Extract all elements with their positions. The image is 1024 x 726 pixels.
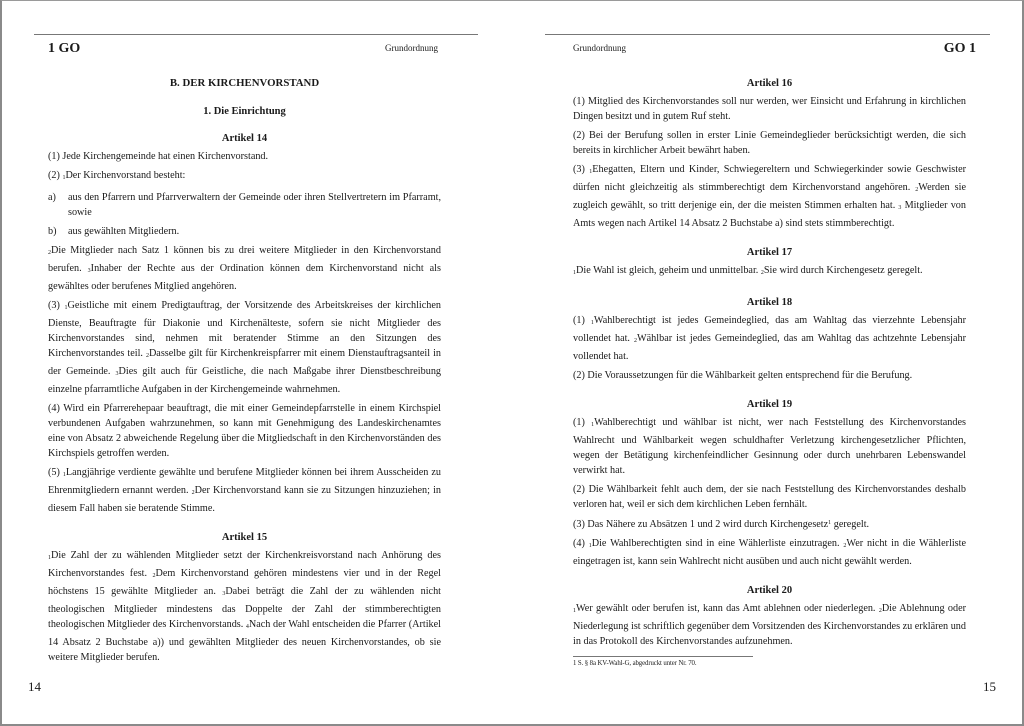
header-title: Grundordnung: [385, 43, 438, 53]
sentence: Wer gewählt oder berufen ist, kann das Amt ablehnen oder niederlegen.: [576, 603, 879, 614]
left-page: [28, 0, 478, 726]
article-title: Artikel 19: [746, 399, 793, 410]
paragraph: [573, 263, 966, 281]
article-18: [573, 295, 966, 383]
sentence-number: 1: [591, 422, 595, 428]
list-item: [48, 224, 441, 239]
paragraph: [573, 516, 966, 532]
article-title: Artikel 17: [746, 247, 793, 258]
sentence: Wer nicht in die Wählerliste eingetragen ist, kann sein Wahlrecht nicht ausüben und auch nicht gewählt werden.: [573, 538, 966, 567]
sentence-number: 2: [191, 490, 195, 496]
header-code: GO 1: [943, 41, 976, 56]
article-title: Artikel 18: [746, 297, 793, 308]
paragraph: [573, 162, 966, 231]
section-title: B. DER KIRCHENVORSTAND: [169, 77, 320, 89]
article-15: [48, 530, 441, 665]
article-title: Artikel 14: [221, 133, 268, 144]
sentence-number: 2: [634, 338, 638, 344]
sentence-number: 2: [915, 187, 919, 193]
list-label: b): [48, 226, 57, 237]
sentence-number: 1: [48, 555, 51, 561]
right-page-content: [573, 76, 966, 653]
list-label: a): [48, 192, 56, 203]
paragraph-text: geregelt.: [831, 519, 870, 530]
sentence-number: 1: [573, 270, 576, 276]
sentence-number: 3: [115, 371, 119, 377]
article-title: Artikel 20: [746, 585, 793, 596]
footnote: 1 S. § 8a KV-Wahl-G, abgedruckt unter Nr. 70.: [573, 660, 697, 667]
sentence-number: 2: [152, 573, 156, 579]
paragraph: (2) Die Voraussetzungen für die Wählbarkeit gelten entsprechend für die Berufung.: [573, 370, 913, 381]
paragraph-number: (4): [573, 538, 589, 549]
sentence-number: 1: [62, 175, 66, 181]
paragraph-number: (1): [573, 315, 591, 326]
sentence-number: 1: [64, 305, 68, 311]
paragraph: [573, 415, 966, 478]
sentence: Dasselbe gilt für Kirchenkreispfarrer mit einem Dienstauftragsanteil in der Gemeinde.: [48, 348, 441, 377]
sentence-number: 1: [590, 320, 594, 326]
paragraph: [573, 536, 966, 569]
sentence: Dabei beträgt die Zahl der zu wählenden nicht theologischen Mitglieder mindestens das Doppelte der Zahl der stimmberechtigten theologischen Mitglieder des Kirchenvorstands.: [48, 586, 441, 630]
sentence-number: 1: [573, 608, 576, 614]
sentence: Ehegatten, Eltern und Kinder, Schwiegereltern und Schwiegerkinder sowie Geschwister dürfen nicht gleichzeitig als stimmberechtigt dem Kirchenvorstand angehören.: [573, 164, 966, 193]
sentence: Dies gilt auch für Geistliche, die nach Maßgabe ihrer Dienstbeschreibung einzelne pfarramtliche Aufgaben in der Kirchengemeinde wahrnehmen.: [48, 366, 442, 395]
article-20: [573, 583, 966, 649]
sentence-number: 2: [878, 608, 882, 614]
paragraph: [573, 313, 966, 364]
sentence: Die Zahl der zu wählenden Mitglieder setzt der Kirchenkreisvorstand nach Anhörung des Kirchenvorstandes fest.: [48, 550, 441, 579]
sentence-number: 3: [87, 268, 91, 274]
header-rule: [34, 34, 478, 35]
sentence: Die Wahlberechtigten sind in eine Wählerliste einzutragen.: [591, 538, 844, 549]
paragraph: [573, 601, 966, 649]
sentence-number: 1: [588, 543, 592, 549]
paragraph: [48, 548, 441, 665]
paragraph: [48, 298, 441, 397]
sentence-number: 4: [245, 624, 249, 630]
paragraph: [48, 465, 441, 516]
sentence-number: 2: [145, 353, 149, 359]
sentence: Sie wird durch Kirchengesetz geregelt.: [763, 265, 923, 276]
list-item: [48, 190, 441, 220]
sentence: Mitglieder von Amts wegen nach Artikel 14 Absatz 2 Buchstabe a) sind stets stimmberechtigt.: [573, 200, 966, 229]
sentence: Werden sie zugleich gewählt, so tritt derjenige ein, der die meisten Stimmen erhalten hat.: [573, 182, 966, 211]
footnote-rule: [573, 656, 753, 657]
paragraph-number: (3): [48, 300, 65, 311]
sentence-number: 3: [898, 205, 902, 211]
paragraph: [48, 243, 441, 294]
sentence: Die Ablehnung oder Niederlegung ist schriftlich gegenüber dem Vorsitzenden des Kirchenvorstandes zu erklären und in das Protokoll des Kirchenvorstandes aufzunehmen.: [573, 603, 966, 647]
header-title: Grundordnung: [573, 43, 626, 53]
page-number: 14: [28, 679, 41, 694]
article-19: [573, 397, 966, 569]
page-number: 15: [983, 679, 996, 694]
subsection-title: 1. Die Einrichtung: [203, 106, 286, 117]
sentence: Die Mitglieder nach Satz 1 können bis zu drei weitere Mitglieder in den Kirchenvorstand berufen.: [48, 245, 441, 274]
paragraph: (2) Bei der Berufung sollen in erster Linie Gemeindeglieder berücksichtigt werden, die sich bereits in kirchlicher Arbeit bewährt haben.: [573, 130, 966, 156]
sentence-number: 2: [760, 270, 764, 276]
sentence-number: 3: [222, 591, 226, 597]
sentence: Der Kirchenvorstand kann sie zu Sitzungen hinzuziehen; in diesem Fall haben sie beratende Stimme.: [48, 485, 441, 514]
sentence-number: 1: [62, 472, 66, 478]
sentence-number: 2: [48, 250, 51, 256]
paragraph-number: (3): [573, 164, 590, 175]
sentence: Wahlberechtigt und wählbar ist nicht, wer nach Feststellung des Kirchenvorstandes Wahlrecht und Wählbarkeit wegen schuldhafter Verletzung kirchengesetzlicher Pflichten, wegen der Betätigung kirchenfeindlicher Gesinnung oder durch unehrbaren Lebenswandel verwirkt hat.: [573, 417, 966, 476]
sentence: Wahlberechtigt ist jedes Gemeindeglied, das am Wahltag das vierzehnte Lebensjahr vollendet hat.: [573, 315, 966, 344]
sentence: Die Wahl ist gleich, geheim und unmittelbar.: [576, 265, 761, 276]
sentence: Wählbar ist jedes Gemeindeglied, das am Wahltag das achtzehnte Lebensjahr vollendet hat.: [573, 333, 967, 362]
paragraph: (1) Mitglied des Kirchenvorstandes soll nur werden, wer Einsicht und Erfahrung in kirchlichen Dingen besitzt und in gutem Ruf steht.: [573, 96, 966, 122]
paragraph-text: (3) Das Nähere zu Absätzen 1 und 2 wird durch Kirchengesetz: [573, 519, 829, 530]
article-title: Artikel 15: [221, 532, 268, 543]
sentence: Nach der Wahl entscheiden die Pfarrer (Artikel 14 Absatz 2 Buchstabe a)) und gewählten Mitglieder des neuen Kirchenvorstandes, ob sie weitere Mitglieder berufen.: [48, 619, 442, 663]
list-text: aus gewählten Mitgliedern.: [68, 226, 180, 237]
paragraph-number: (2): [48, 170, 63, 181]
article-17: [573, 245, 966, 281]
sentence-number: 1: [589, 169, 593, 175]
sentence: Inhaber der Rechte aus der Ordination können dem Kirchenvorstand nicht als gewähltes oder berufenes Mitglied angehören.: [48, 263, 441, 292]
paragraph: [48, 168, 441, 186]
sentence: Dem Kirchenvorstand gehören mindestens vier und in der Regel höchstens 15 gewählte Mitglieder an.: [48, 568, 441, 597]
paragraph-number: (1): [573, 417, 592, 428]
sentence-number: 2: [843, 543, 847, 549]
footnote-reference[interactable]: 1: [828, 520, 832, 526]
paragraph: (2) Die Wählbarkeit fehlt auch dem, der sie nach Feststellung des Kirchenvorstandes deshalb verloren hat, weil er sich dem kirchlichen Leben fernhält.: [573, 484, 966, 510]
header-rule: [545, 34, 990, 35]
right-page: [545, 0, 996, 726]
article-title: Artikel 16: [746, 78, 793, 89]
paragraph-text: Der Kirchenvorstand besteht:: [65, 170, 186, 181]
article-16: [573, 76, 966, 231]
sentence: Langjährige verdiente gewählte und berufene Mitglieder können bei ihrem Ausscheiden zu Ehrenmitgliedern ernannt werden.: [48, 467, 441, 496]
sentence: Geistliche mit einem Predigtauftrag, der Vorsitzende des Arbeitskreises der kirchlichen Dienste, Beauftragte für Diakonie und Kirchenälteste, sofern sie nicht Mitglieder des Kirchenvorstandes sind, nehmen mit beratender Stimme an den Sitzungen des Kirchenvorstandes teil.: [48, 300, 441, 359]
paragraph: (1) Jede Kirchengemeinde hat einen Kirchenvorstand.: [48, 151, 269, 162]
list-text: aus den Pfarrern und Pfarrverwaltern der Gemeinde oder ihren Stellvertretern im Pfarramt, sowie: [68, 192, 441, 218]
header-code: 1 GO: [48, 41, 81, 56]
paragraph: (4) Wird ein Pfarrerehepaar beauftragt, die mit einer Gemeindepfarrstelle in einem Kirchspiel verbundenen Aufgaben wahrzunehmen, so kann mit Genehmigung des Landeskirchenamtes eine von Absatz 2 abweichende Regelung über die Mitgliedschaft in den Kirchenvorständen des Kirchspiels getroffen werden.: [48, 403, 441, 459]
paragraph-number: (5): [48, 467, 63, 478]
left-page-content: [48, 76, 441, 669]
article-14: [48, 131, 441, 516]
